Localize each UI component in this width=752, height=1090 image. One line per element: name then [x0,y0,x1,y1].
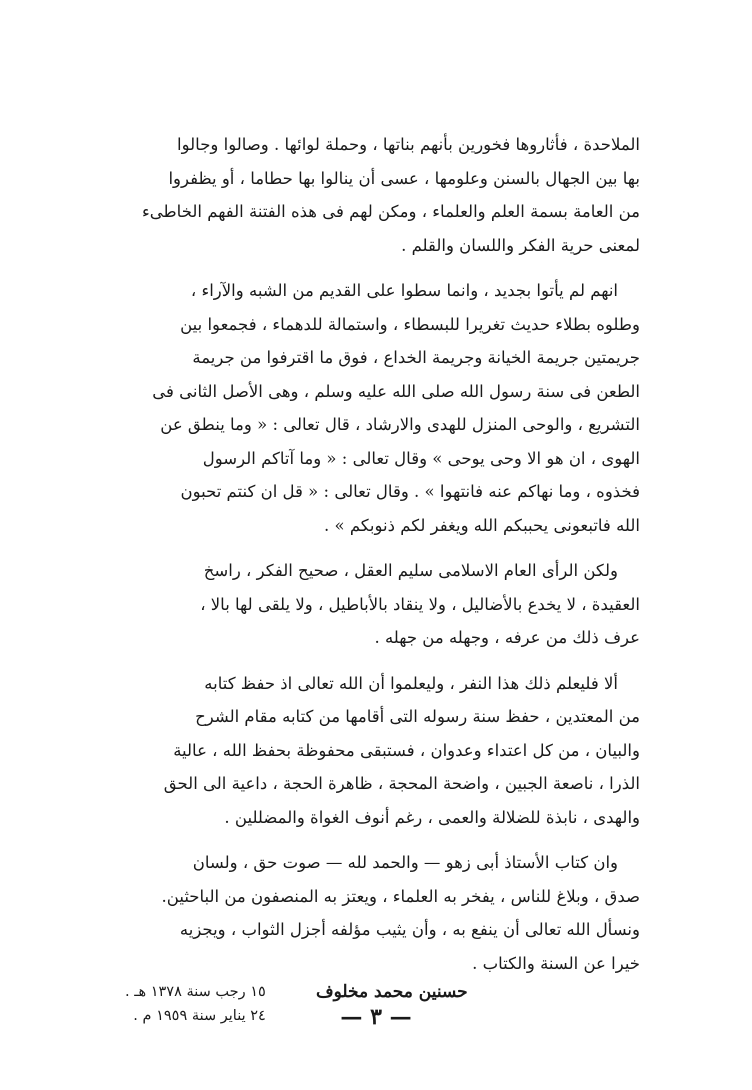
text-line: لمعنى حرية الفكر واللسان والقلم . [401,235,640,255]
text-line: العقيدة ، لا يخدع بالأضاليل ، ولا ينقاد بالأباطيل ، ولا يلقى لها بالا ، [200,594,640,614]
text-line: فخذوه ، وما نهاكم عنه فانتهوا » . وقال تعالى : « قل ان كنتم تحبون [180,482,640,501]
text-line: خيرا عن السنة والكتاب . [472,953,640,973]
text-line: والهدى ، نابذة للضلالة والعمى ، رغم أنوف الغواة والمضللين . [224,807,640,827]
text-line: الذرا ، ناصعة الجبين ، واضحة المحجة ، ظاهرة الحجة ، داعية الى الحق [163,774,640,793]
paragraph-2 [128,274,640,542]
text-line: الله فاتبعونى يحببكم الله ويغفر لكم ذنوبكم » . [324,515,640,535]
text-line: الملاحدة ، فأثاروها فخورين بأنهم بناتها ، وحملة لوائها . وصالوا وجالوا [177,135,640,154]
text-line: الهوى ، ان هو الا وحى يوحى » وقال تعالى : « وما آتاكم الرسول [202,448,640,468]
text-line: ولكن الرأى العام الاسلامى سليم العقل ، صحيح الفكر ، راسخ [203,561,618,580]
text-line: ألا فليعلم ذلك هذا النفر ، وليعلموا أن الله تعالى اذ حفظ كتابه [204,673,618,693]
date-hijri: ١٥ رجب سنة ١٣٧٨ هـ . [125,984,266,1000]
text-line: وطلوه بطلاء حديث تغريرا للبسطاء ، واستمالة للدهماء ، فجمعوا بين [180,314,640,334]
paragraph-3 [128,554,640,655]
page-number: — ٣ — [340,1004,412,1030]
text-line: التشريع ، والوحى المنزل للهدى والارشاد ، قال تعالى : « وما ينطق عن [160,415,640,434]
date-gregorian: ٢٤ يناير سنة ١٩٥٩ م . [133,1008,266,1024]
text-line: عرف ذلك من عرفه ، وجهله من جهله . [374,628,640,647]
text-line: بها بين الجهال بالسنن وعلومها ، عسى أن ينالوا بها حطاما ، أو يظفروا [168,168,640,188]
text-line: الطعن فى سنة رسول الله صلى الله عليه وسلم ، وهى الأصل الثانى فى [152,381,640,401]
paragraph-4 [128,667,640,835]
text-line: ونسأل الله تعالى أن ينفع به ، وأن يثيب مؤلفه أجزل الثواب ، ويجزيه [179,920,640,939]
text-line: جريمتين جريمة الخيانة وجريمة الخداع ، فوق ما اقترفوا من جريمة [192,348,640,367]
paragraph-1 [128,128,640,262]
document-page [125,128,640,1042]
text-line: من المعتدين ، حفظ سنة رسوله التى أقامها من كتابه مقام الشرح [195,707,640,726]
text-line: وان كتاب الأستاذ أبى زهو — والحمد لله — صوت حق ، ولسان [192,853,618,872]
text-line: من العامة بسمة العلم والعلماء ، ومكن لهم فى هذه الفتنة الفهم الخاطىء [142,202,640,221]
text-line: صدق ، وبلاغ للناس ، يفخر به العلماء ، ويعتز به المنصفون من الباحثين. [161,886,640,906]
paragraph-5 [128,846,640,980]
author-signature: حسنين محمد مخلوف [316,982,468,1002]
text-line: انهم لم يأتوا بجديد ، وانما سطوا على القديم من الشبه والآراء ، [190,281,618,300]
text-line: والبيان ، من كل اعتداء وعدوان ، فستبقى محفوظة بحفظ الله ، عالية [173,740,640,760]
